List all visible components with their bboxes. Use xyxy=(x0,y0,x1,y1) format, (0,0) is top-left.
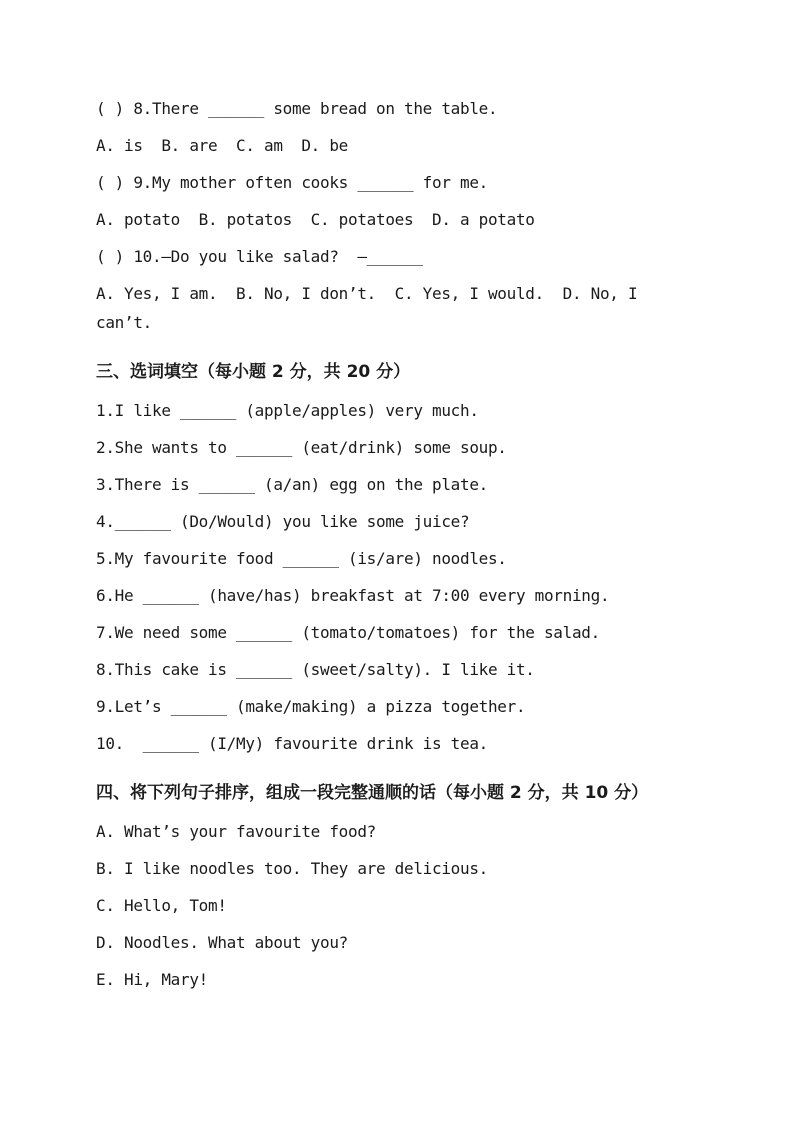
fill-item-10: 10. ______ (I/My) favourite drink is tea. xyxy=(96,734,488,753)
question-8-options: A. is B. are C. am D. be xyxy=(96,136,348,155)
fill-item-8: 8.This cake is ______ (sweet/salty). I like it. xyxy=(96,660,535,679)
fill-item-6: 6.He ______ (have/has) breakfast at 7:00 every morning. xyxy=(96,586,610,605)
sentence-d: D. Noodles. What about you? xyxy=(96,933,348,952)
question-10-options: A. Yes, I am. B. No, I don’t. C. Yes, I would. D. No, I xyxy=(96,284,638,303)
fill-item-1: 1.I like ______ (apple/apples) very much. xyxy=(96,401,479,420)
fill-item-4: 4.______ (Do/Would) you like some juice? xyxy=(96,512,470,531)
fill-item-5: 5.My favourite food ______ (is/are) noodles. xyxy=(96,549,507,568)
section-3-heading: 三、选词填空（每小题 2 分，共 20 分） xyxy=(96,362,411,382)
sentence-a: A. What’s your favourite food? xyxy=(96,822,376,841)
sentence-b: B. I like noodles too. They are delicious. xyxy=(96,859,488,878)
question-9-options: A. potato B. potatos C. potatoes D. a potato xyxy=(96,210,535,229)
question-9: ( ) 9.My mother often cooks ______ for me. xyxy=(96,173,488,192)
fill-item-7: 7.We need some ______ (tomato/tomatoes) for the salad. xyxy=(96,623,600,642)
sentence-c: C. Hello, Tom! xyxy=(96,896,227,915)
fill-item-2: 2.She wants to ______ (eat/drink) some soup. xyxy=(96,438,507,457)
question-10: ( ) 10.—Do you like salad? —______ xyxy=(96,247,423,266)
section-4-heading: 四、将下列句子排序，组成一段完整通顺的话（每小题 2 分，共 10 分） xyxy=(96,783,649,803)
fill-item-9: 9.Let’s ______ (make/making) a pizza together. xyxy=(96,697,526,716)
sentence-e: E. Hi, Mary! xyxy=(96,970,208,989)
fill-item-3: 3.There is ______ (a/an) egg on the plate. xyxy=(96,475,488,494)
question-8: ( ) 8.There ______ some bread on the table. xyxy=(96,99,498,118)
question-10-options-wrap: can’t. xyxy=(96,313,152,332)
